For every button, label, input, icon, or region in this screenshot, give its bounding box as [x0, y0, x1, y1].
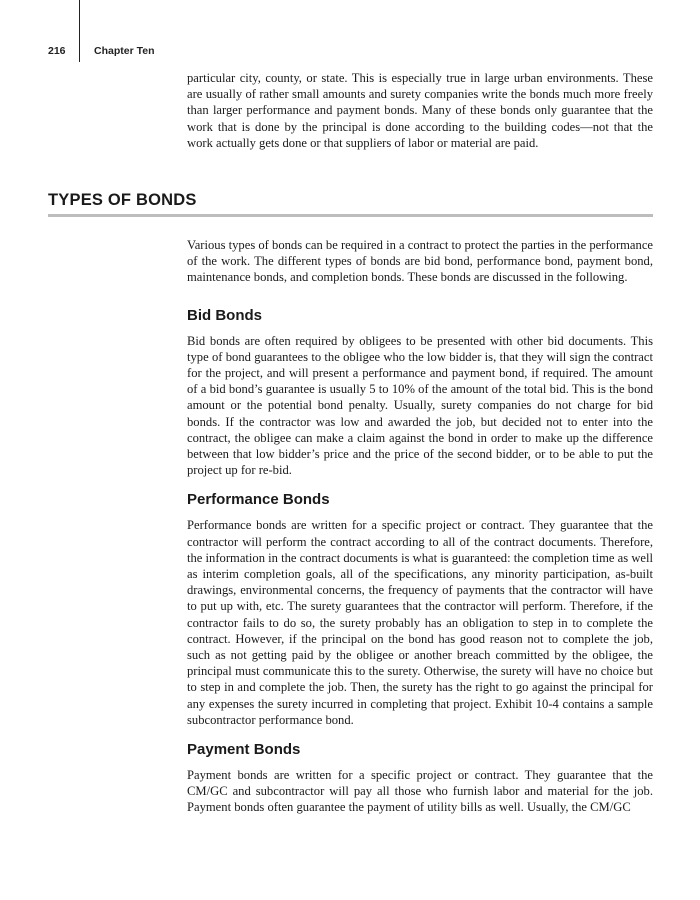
payment-bonds-paragraph: Payment bonds are written for a specific project or contract. They guarantee that the CM/GC and subcontractor will pay all those who furnish labor and material for the job. Payment bonds often guarantee the payment of utility bills as well. Usually, the CM/GC [187, 768, 653, 815]
performance-bonds-paragraph: Performance bonds are written for a specific project or contract. They guarantee that the contractor will perform the contract according to all of the contract documents. Therefore, the information in the contract documents is what is guaranteed: the completion time as well as interim completion goals, all of the specifications, any minority participation, as-built drawings, environmental concerns, the frequency of payments that the contractor will have to put up with, etc. The surety guarantees that the contractor will perform. Therefore, if the contractor fails to do so, the surety probably has an obligation to step in to complete the contract. However, if the principal on the bond has good reason not to complete the job, such as not getting paid by the obligee or another breach committed by the obligee, the principal must communicate this to the surety. Otherwise, the surety will have no choice but to step in and complete the job. Then, the surety has the right to go against the principal for any expenses the surety incurred in completing that project. Exhibit 10-4 contains a sample subcontractor performance bond. [187, 518, 653, 727]
payment-bonds-heading: Payment Bonds [187, 741, 301, 759]
intro-paragraph: particular city, county, or state. This is especially true in large urban environments. These are usually of rather small amounts and surety companies write the bonds much more freely than larger performance and payment bonds. Many of these bonds only guarantee that the work that is done by the principal is done according to the building codes—not that the work actually gets done or that suppliers of labor or material are paid. [187, 71, 653, 150]
page-number: 216 [48, 45, 66, 57]
types-paragraph: Various types of bonds can be required in a contract to protect the parties in the performance of the work. The different types of bonds are bid bond, performance bond, payment bond, maintenance bonds, and completion bonds. These bonds are discussed in the following. [187, 238, 653, 285]
chapter-label: Chapter Ten [94, 45, 155, 57]
header-divider [79, 0, 80, 62]
performance-bonds-heading: Performance Bonds [187, 491, 330, 509]
main-content [187, 237, 653, 816]
intro-block [187, 70, 653, 151]
bid-bonds-paragraph: Bid bonds are often required by obligees to be presented with other bid documents. This type of bond guarantees to the obligee who the low bidder is, that they will sign the contract for the project, and will present a performance and payment bond, if required. The amount of a bid bond’s guarantee is usually 5 to 10% of the amount of the total bid. This is the bond amount or the potential bond penalty. Usually, surety companies do not charge for bid bonds. If the contractor was low and awarded the job, but decided not to enter into the contract, the obligee can make a claim against the bond in order to make up the difference between that low bidder’s price and the price of the second bidder, or to be able to put the project up for re-bid. [187, 333, 653, 478]
bid-bonds-heading: Bid Bonds [187, 306, 262, 324]
section-title: TYPES OF BONDS [48, 191, 197, 209]
section-divider [48, 214, 653, 217]
